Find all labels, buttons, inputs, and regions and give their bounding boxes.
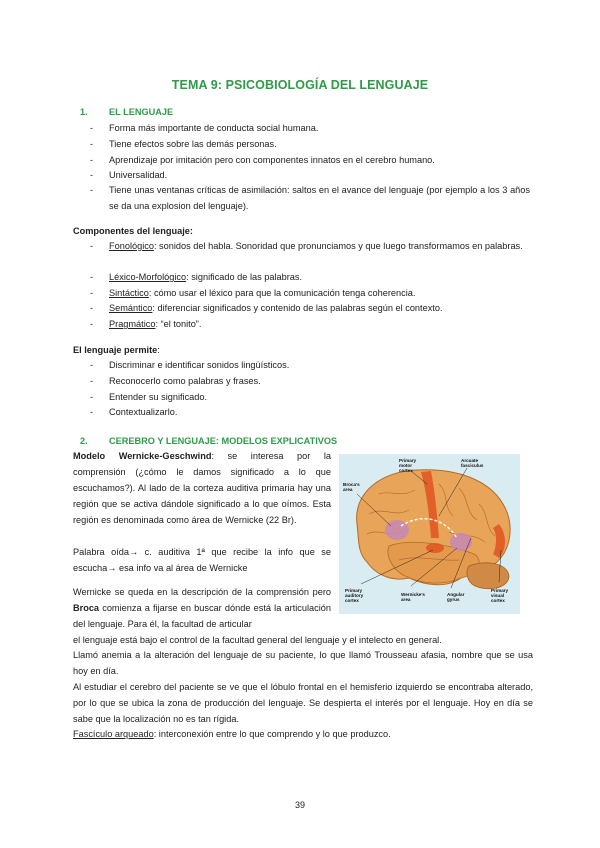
list-item: - Reconocerlo como palabras y frases. <box>90 376 261 386</box>
list-item: - Entender su significado. <box>90 392 208 402</box>
list-item: - Tiene efectos sobre las demás personas. <box>90 139 277 149</box>
list-item: - Universalidad. <box>90 170 168 180</box>
label-angular: Angular gyrus <box>447 592 465 602</box>
flow-paragraph: Palabra oída→ c. auditiva 1ª que recibe la info que se escucha→ esa info va al área de Wernicke <box>73 547 331 573</box>
anemia-paragraph: Llamó anemia a la alteración del lenguaje de su paciente, lo que llamó Trousseau afasia, nombre que se usa hoy en día. <box>73 650 533 676</box>
auditory-cortex-area <box>426 543 444 553</box>
permits-heading: El lenguaje permite: <box>73 345 160 355</box>
label-motor: Primary motor cortex <box>399 458 417 473</box>
list-item: - Discriminar e identificar sonidos lingüísticos. <box>90 360 290 370</box>
list-item: - Semántico: diferenciar significados y contenido de las palabras según el contexto. <box>90 303 443 313</box>
label-visual: Primary visual cortex <box>491 588 509 603</box>
fasciculo-paragraph: Fascículo arqueado: interconexión entre lo que comprendo y lo que produzco. <box>73 729 391 739</box>
page-title: TEMA 9: PSICOBIOLOGÍA DEL LENGUAJE <box>171 78 429 92</box>
list-item: - Léxico-Morfológico: significado de las palabras. <box>90 272 303 282</box>
list-item: - Contextualizarlo. <box>90 407 178 417</box>
page-number: 39 <box>294 800 305 810</box>
label-arcuate: Arcuate fasciculus <box>461 458 484 468</box>
list-item: - Tiene unas ventanas críticas de asimilación: saltos en el avance del lenguaje (por ejemplo a los 3 años se da una explosion del lenguaje). <box>90 185 530 211</box>
label-broca: Broca's area <box>343 482 360 492</box>
brain-illustration <box>339 454 520 614</box>
wernicke-model-paragraph: Modelo Wernicke-Geschwind: se interesa por la comprensión (¿cómo le damos significado a lo que escuchamos?). Al lado de la corteza auditiva primaria hay una región que se activa dándole significado a lo que oímos. Esta región es denominada como área de Wernicke (22 Br). <box>73 451 331 525</box>
list-item: - Aprendizaje por imitación pero con componentes innatos en el cerebro humano. <box>90 155 435 165</box>
list-item: - Pragmático: “el tonito”. <box>90 319 202 329</box>
section-1-heading: 1. EL LENGUAJE <box>80 107 174 117</box>
wernicke-area <box>450 533 472 551</box>
label-wernicke: Wernicke's area <box>401 592 425 602</box>
components-heading: Componentes del lenguaje: <box>73 226 193 236</box>
list-item: - Sintáctico: cómo usar el léxico para que la comunicación tenga coherencia. <box>90 288 416 298</box>
list-item: - Fonológico: sonidos del habla. Sonoridad que pronunciamos y que luego transformamos en palabras. <box>90 241 523 251</box>
label-auditory: Primary auditory cortex <box>345 588 364 603</box>
cerebellum <box>467 563 509 589</box>
brain-figure <box>339 454 520 614</box>
broca-paragraph-continued: el lenguaje está bajo el control de la facultad general del lenguaje y el intelecto en general. <box>73 635 442 645</box>
study-paragraph: Al estudiar el cerebro del paciente se ve que el lóbulo frontal en el hemisferio izquierdo se encontraba alterado, por lo que se ubica la zona de producción del lenguaje. Se despierta el interés por el lenguaje. Hoy en día se sabe que la localización no es tan rígida. <box>73 682 533 724</box>
broca-paragraph: Wernicke se queda en la descripción de la comprensión pero Broca comienza a fijarse en buscar dónde está la articulación del lenguaje. Para él, la facultad de articular <box>73 587 331 629</box>
list-item: - Forma más importante de conducta social humana. <box>90 123 319 133</box>
section-2-heading: 2. CEREBRO Y LENGUAJE: MODELOS EXPLICATIVOS <box>80 436 338 446</box>
